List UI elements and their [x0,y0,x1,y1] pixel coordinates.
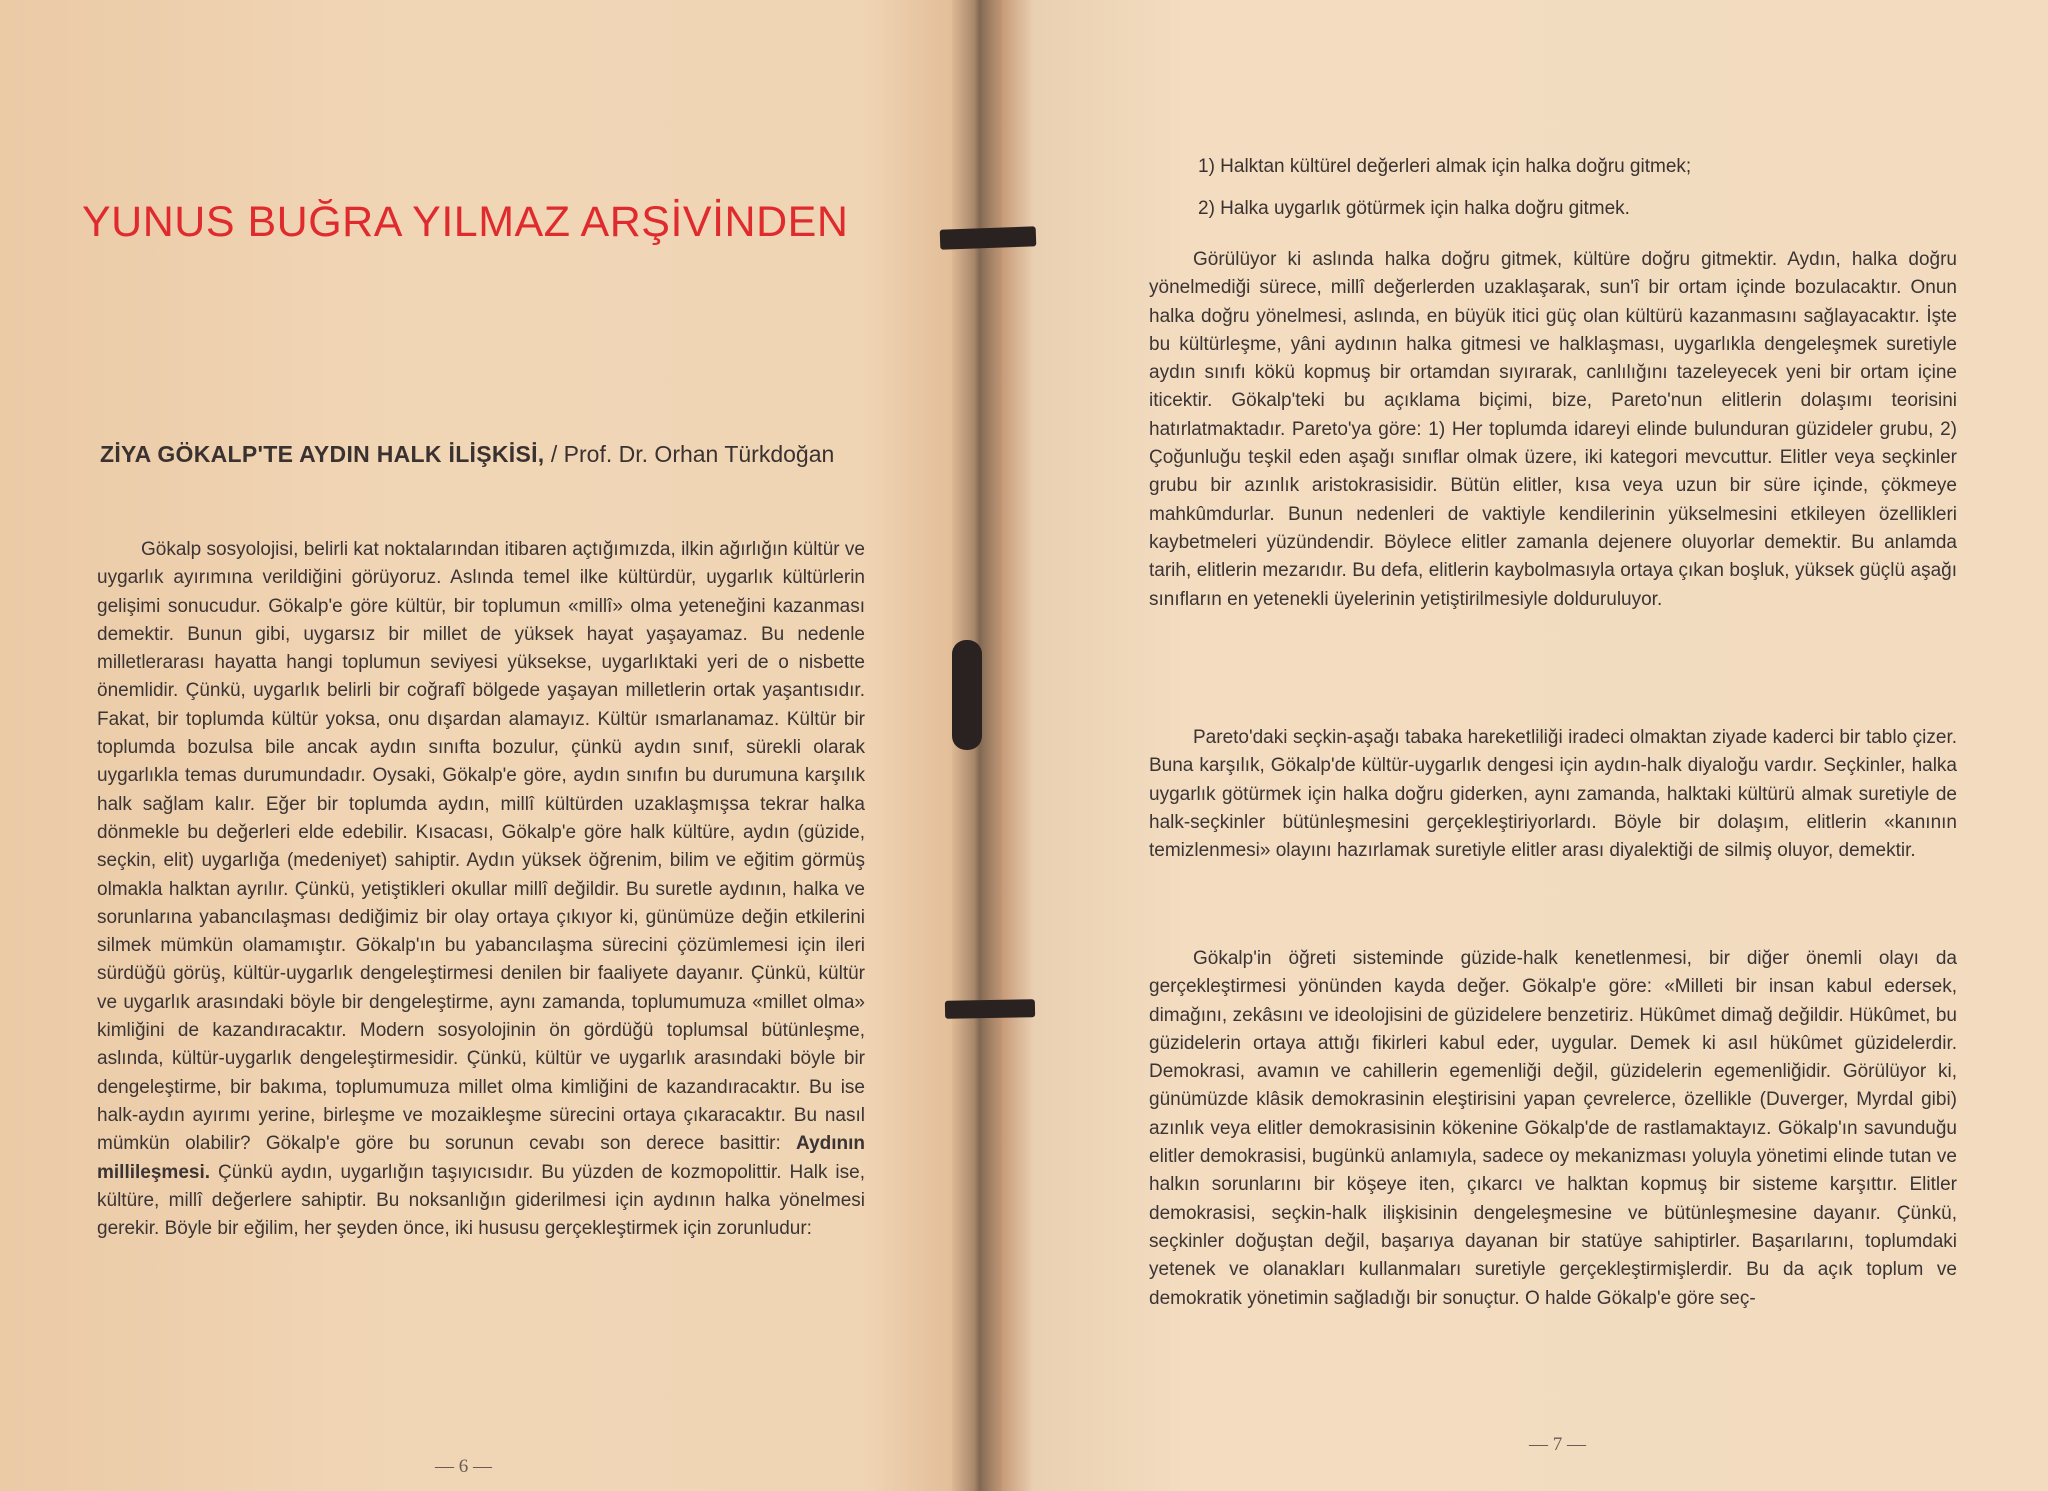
right-paragraph-1-text: Görülüyor ki aslında halka doğru gitmek, kültüre doğru gitmektir. Aydın, halka doğru yönelmediği sürece, millî değerlerden uzaklaşarak, sun'î bir ortam içinde bozulacaktır. Onun halka doğru yönelmesi, aslında, en büyük itici güç olan kültürü kazanmasını sağlayacaktır. İşte bu kültürleşme, yâni aydının halka gitmesi ve halklaşması, uygarlıkla dengeleşmek suretiyle aydın sınıfı kökü kopmuş bir ortamdan sıyırarak, canlılığını tazeleyecek yeni bir ortam içine iticektir. Gökalp'teki bu açıklama biçimi, bize, Pareto'nun elitlerin dolaşımı teorisini hatırlatmaktadır. Pareto'ya göre: 1) Her toplumda idareyi elinde bulunduran güzideler grubu, 2) Çoğunluğu teşkil eden aşağı sınıflar olmak üzere, iki kategori mevcuttur. Elitler veya seçkinler grubu bir azınlık aristokrasisidir. Bütün elitler, kısa veya uzun bir süre içinde, çökmeye mahkûmdurlar. Bunun nedenleri de vaktiyle kendilerinin yükselmesini etkileyen özellikleri kaybetmeleri yüzündendir. Böylece elitler zamanla dejenere oluyorlar demektir. Bu anlamda tarih, elitlerin mezarıdır. Bu defa, elitlerin kaybolmasıyla ortaya çıkan boşluk, yüksek güçlü aşağı sınıfların en yetenekli üyelerinin yetiştirilmesiyle dolduruluyor. [1149,249,1957,610]
article-author: / Prof. Dr. Orhan Türkdoğan [550,441,835,467]
left-page [0,0,952,1491]
right-paragraph-2-text: Pareto'daki seçkin-aşağı tabaka hareketliliği iradeci olmaktan ziyade kaderci bir tablo çizer. Buna karşılık, Gökalp'de kültür-uygarlık dengesi için aydın-halk diyaloğu vardır. Seçkinler, halka uygarlık götürmek için halka doğru giderken, aynı zamanda, halktaki kültürü almak suretiyle de halk-seçkinler bütünleşmesini gerçekleştiriyorlardı. Böyle bir dolaşım, elitlerin «kanının temizlenmesi» olayını hazırlamak suretiyle elitler arası diyalektiği de silmiş oluyor, demektir. [1149,727,1957,862]
right-page [1002,0,2048,1491]
binding-thread-2 [952,640,982,750]
article-heading [100,441,880,468]
list-item-2: 2) Halka uygarlık götürmek için halka doğru gitmek. [1198,198,1630,219]
left-paragraph-part1: Gökalp sosyolojisi, belirli kat noktalarından itibaren açtığımızda, ilkin ağırlığın kültür ve uygarlık ayırımına verildiğini görüyoruz. Aslında temel ilke kültürdür, uygarlık kültürlerin gelişimi sonucudur. Gökalp'e göre kültür, bir toplumun «millî» olma yeteneğini kazanması demektir. Bunun gibi, uygarsız bir millet de yüksek hayat yaşayamaz. Bu nedenle milletlerarası hayatta hangi toplumun seviyesi yüksekse, uygarlıktaki yeri de o nisbette önemlidir. Çünkü, uygarlık belirli bir coğrafî bölgede yaşayan milletlerin ortak yaşantısıdır. Fakat, bir toplumda kültür yoksa, onu dışardan alamayız. Kültür ısmarlanamaz. Kültür bir toplumda bozulsa bile ancak aydın sınıfta bozulur, çünkü aydın sınıf, sürekli olarak uygarlıkla temas durumundadır. Oysaki, Gökalp'e göre, aydın sınıfın bu durumuna karşılık halk sağlam kalır. Eğer bir toplumda aydın, millî kültürden uzaklaşmışsa tekrar halka dönmekle bu değerleri elde edebilir. Kısacası, Gökalp'e göre halk kültüre, aydın (güzide, seçkin, elit) uygarlığa (medeniyet) sahiptir. Aydın yüksek öğrenim, bilim ve eğitim görmüş olmakla halktan ayrılır. Çünkü, yetiştikleri okullar millî değildir. Bu suretle aydının, halka ve sorunlarına yabancılaşması dediğimiz bir olay ortaya çıkıyor ki, günümüze değin etkilerini silmek mümkün olamamıştır. Gökalp'ın bu yabancılaşma sürecini çözümlemesi için ileri sürdüğü görüş, kültür-uygarlık dengeleştirmesi denilen bir faaliyete dayanır. Çünkü, kültür ve uygarlık arasındaki böyle bir dengeleştirme, aynı zamanda, toplumumuza «millet olma» kimliğini de kazandıracaktır. Modern sosyolojinin ön gördüğü toplumsal bütünleşme, aslında, kültür-uygarlık dengeleştirmesidir. Çünkü, kültür ve uygarlık arasındaki böyle bir dengeleştirme, bir bakıma, toplumumuza millet olma kimliğini de kazandıracaktır. Bu ise halk-aydın ayırımı yerine, birleşme ve mozaikleşme sürecini ortaya çıkaracaktır. Bu nasıl mümkün olabilir? Gökalp'e göre bu sorunun cevabı son derece basittir: [97,539,865,1155]
left-paragraph-bold: Aydının millileşmesi. [97,1133,866,1183]
page-number-right: — 7 — [1529,1434,1586,1455]
right-paragraph-3-text: Gökalp'in öğreti sisteminde güzide-halk kenetlenmesi, bir diğer önemli olayı da gerçekleştirmesi yönünden kayda değer. Gökalp'e göre: «Milleti bir insan kabul edersek, dimağını, zekâsını ve ideolojisini de güzidelere benzetiriz. Hükûmet dimağ değildir. Hükûmet, bu güzidelerin ortaya attığı fikirleri kabul eder, uygular. Demek ki asıl hükûmet güzidelerdir. Demokrasi, avamın ve cahillerin egemenliği değil, güzidelerin egemenliğidir. Görülüyor ki, günümüzde klâsik demokrasinin eleştirisini yapan çevrelerce, özellikle (Duverger, Myrdal gibi) azınlık veya elitler demokrasisinin kökenine Gökalp'de de rastlamaktayız. Gökalp'ın savunduğu elitler demokrasisi, bugünkü anlamıyla, sadece oy mekanizması yoluyla yönetimi elinde tutan ve halkın sorunlarını bir köşeye iten, çıkarcı ve halktan kopmuş bir sisteme karşıttır. Elitler demokrasisi, seçkin-halk ilişkisinin dengeleşmesine ve bütünleşmesine dayanır. Çünkü, seçkinler doğuştan değil, başarıya dayanan bir statüye sahiptirler. Başarılarını, toplumdaki yetenek ve olanakları kullanmaları suretiyle gerçekleştirmişlerdir. Bu da açık toplum ve demokratik yönetimin sağladığı bir sonuçtur. O halde Gökalp'e göre seç- [1149,948,1957,1309]
right-paragraph-3 [1149,945,1957,1313]
left-body-text [97,536,865,1243]
archive-title: YUNUS BUĞRA YILMAZ ARŞİVİNDEN [82,198,849,246]
right-paragraph-2 [1149,724,1957,865]
left-paragraph-part2: Çünkü aydın, uygarlığın taşıyıcısıdır. Bu yüzden de kozmopolittir. Halk ise, kültüre, millî değerlere sahiptir. Bu noksanlığın giderilmesi için aydının halka yönelmesi gerekir. Böyle bir eğilim, her şeyden önce, iki hususu gerçekleştirmek için zorunludur: [97,1161,866,1240]
article-title: ZİYA GÖKALP'TE AYDIN HALK İLİŞKİSİ, [100,441,545,467]
left-paragraph [97,536,865,1243]
right-paragraph-1 [1149,246,1957,614]
page-number-left: — 6 — [435,1456,492,1477]
list-item-1: 1) Halktan kültürel değerleri almak için halka doğru gitmek; [1198,156,1692,177]
